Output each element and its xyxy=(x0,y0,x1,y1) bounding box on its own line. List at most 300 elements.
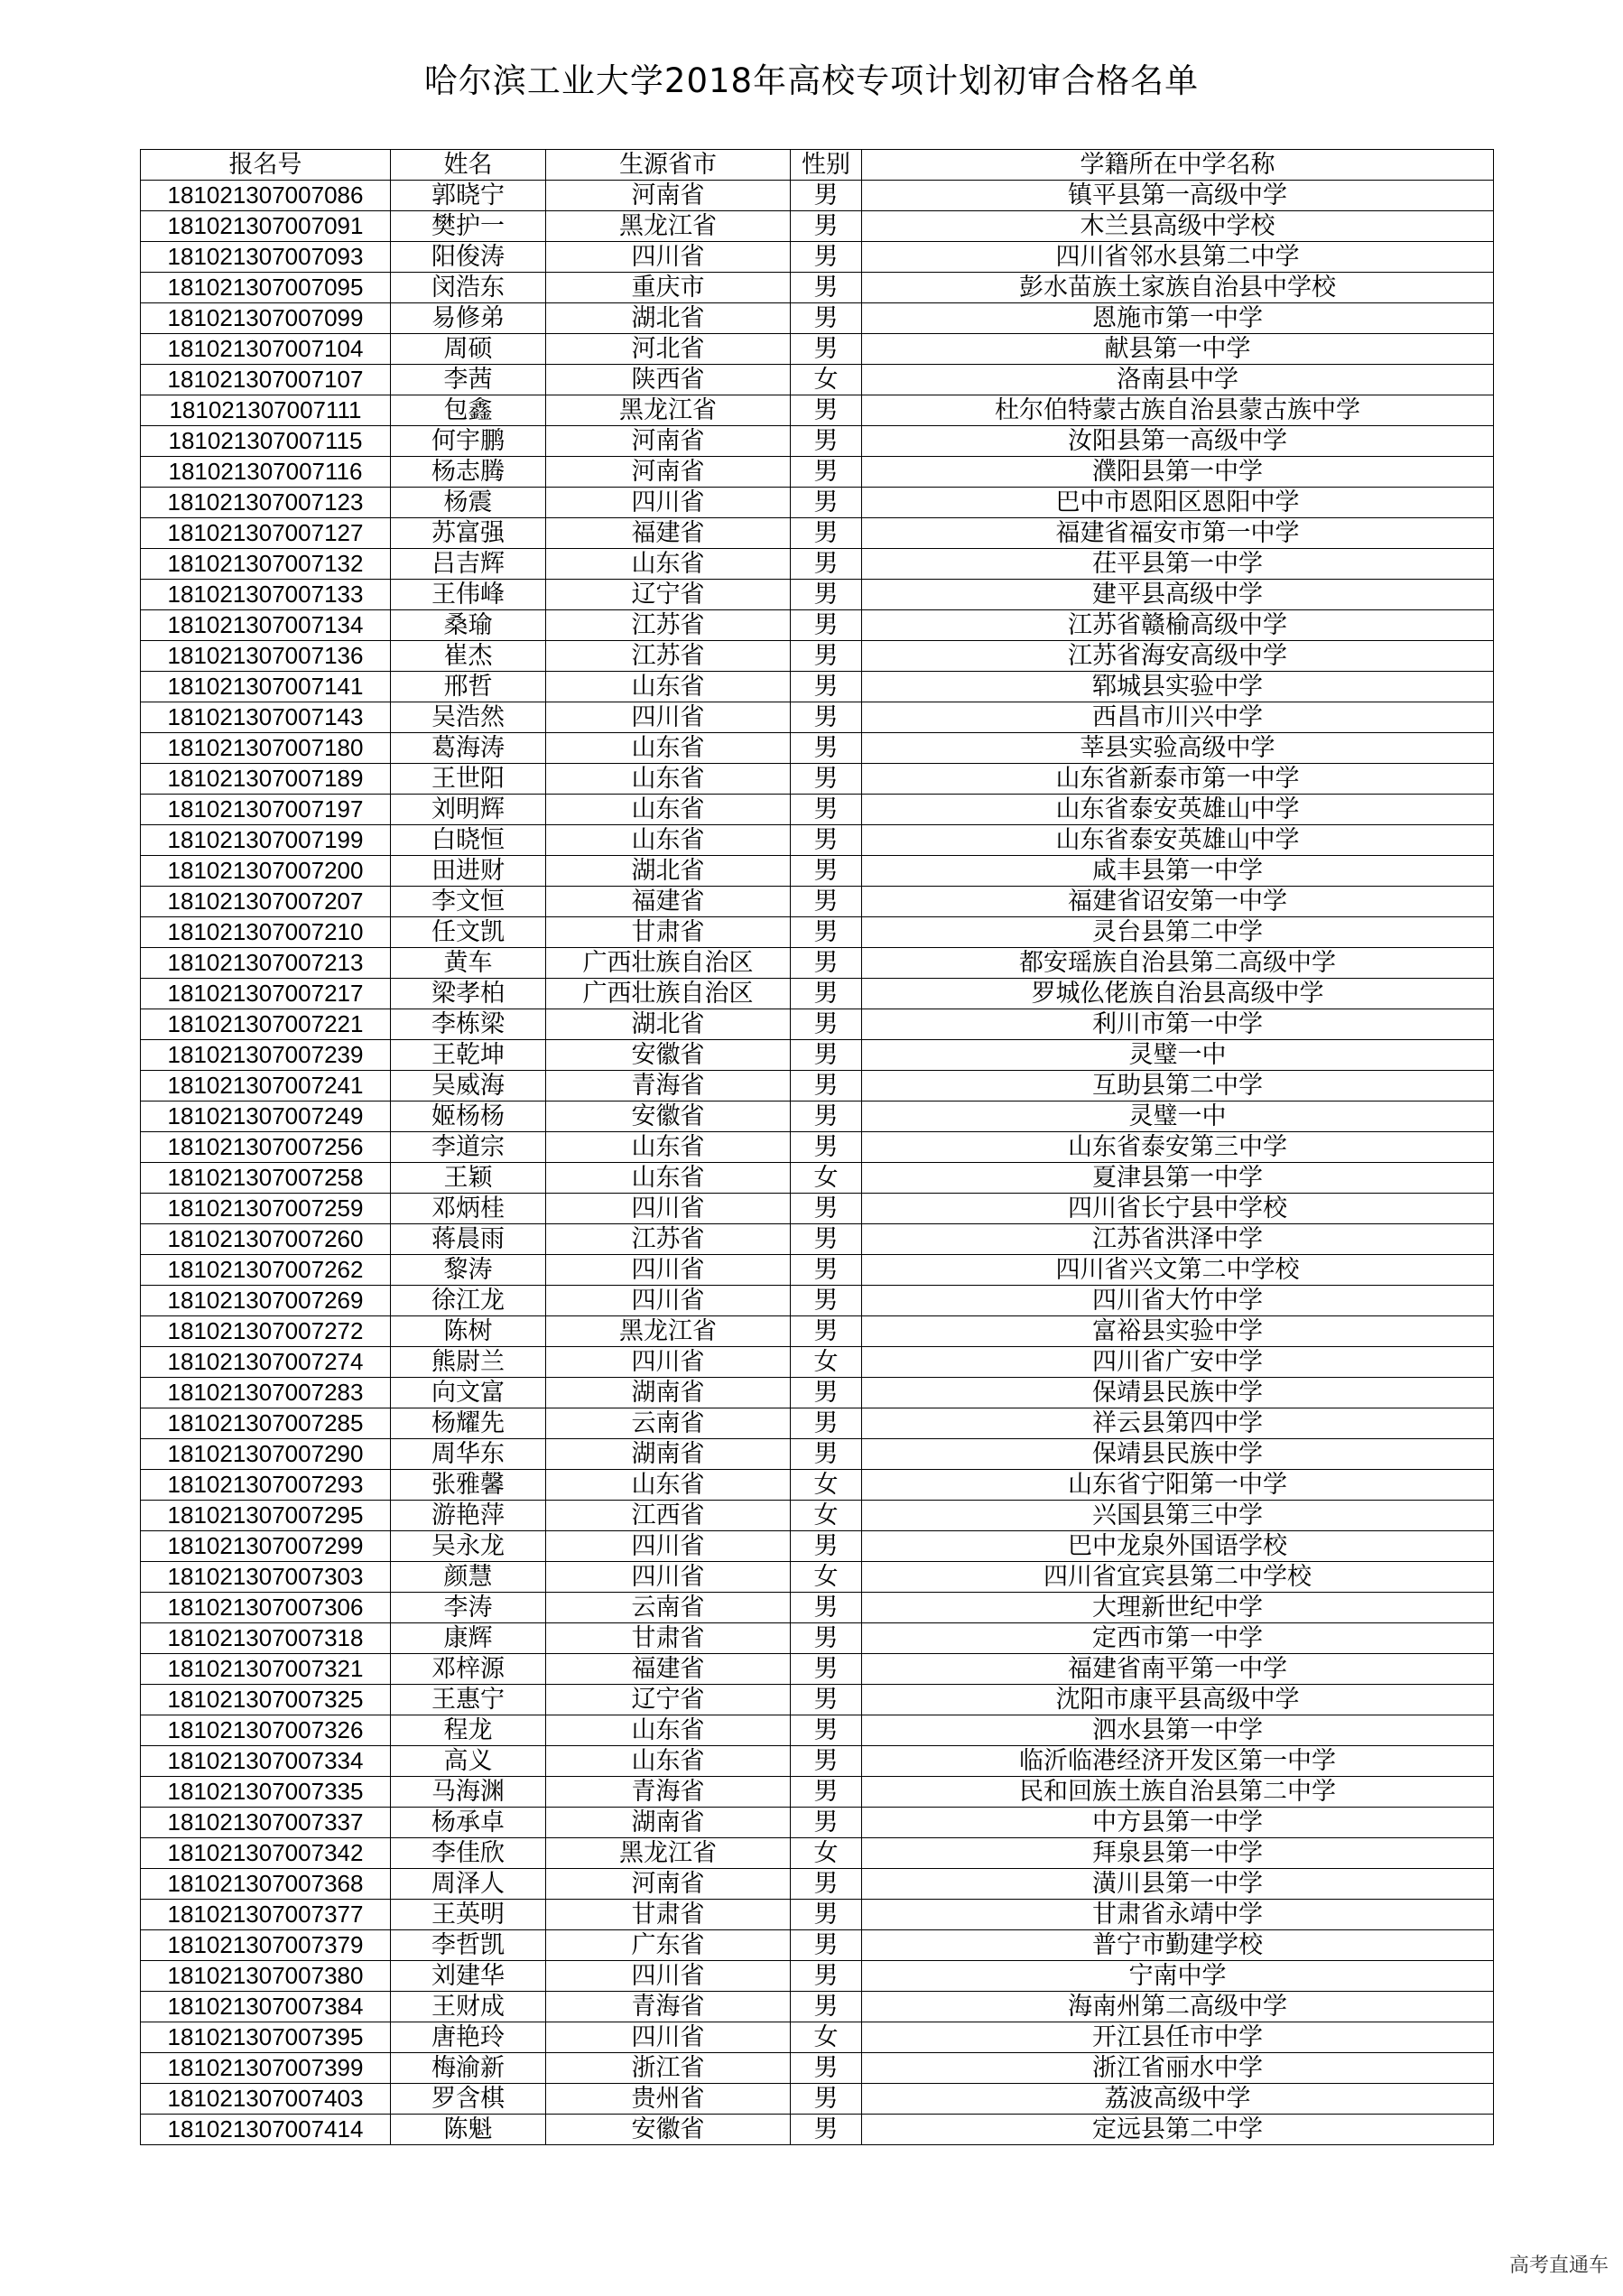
province-cell: 黑龙江省 xyxy=(546,211,791,242)
name-cell: 王财成 xyxy=(391,1992,546,2022)
school-cell: 定西市第一中学 xyxy=(862,1623,1494,1654)
registration-no-cell: 181021307007306 xyxy=(141,1593,391,1623)
table-row xyxy=(141,1562,1494,1593)
province-cell: 青海省 xyxy=(546,1992,791,2022)
gender-cell: 男 xyxy=(791,580,862,610)
gender-cell: 女 xyxy=(791,1163,862,1194)
table-row xyxy=(141,641,1494,672)
province-cell: 山东省 xyxy=(546,1715,791,1746)
province-cell: 辽宁省 xyxy=(546,1685,791,1715)
table-row xyxy=(141,395,1494,426)
school-cell: 荔波高级中学 xyxy=(862,2084,1494,2115)
province-cell: 湖北省 xyxy=(546,856,791,887)
school-cell: 拜泉县第一中学 xyxy=(862,1838,1494,1869)
school-cell: 汝阳县第一高级中学 xyxy=(862,426,1494,457)
table-row xyxy=(141,764,1494,795)
name-cell: 王颖 xyxy=(391,1163,546,1194)
name-cell: 田进财 xyxy=(391,856,546,887)
gender-cell: 男 xyxy=(791,856,862,887)
name-cell: 葛海涛 xyxy=(391,733,546,764)
name-cell: 康辉 xyxy=(391,1623,546,1654)
name-cell: 马海渊 xyxy=(391,1777,546,1808)
province-cell: 江苏省 xyxy=(546,1224,791,1255)
gender-cell: 男 xyxy=(791,303,862,334)
table-row xyxy=(141,1654,1494,1685)
school-cell: 宁南中学 xyxy=(862,1961,1494,1992)
province-cell: 云南省 xyxy=(546,1408,791,1439)
table-row xyxy=(141,825,1494,856)
gender-cell: 男 xyxy=(791,825,862,856)
table-row xyxy=(141,1224,1494,1255)
registration-no-cell: 181021307007136 xyxy=(141,641,391,672)
school-cell: 民和回族土族自治县第二中学 xyxy=(862,1777,1494,1808)
registration-no-cell: 181021307007384 xyxy=(141,1992,391,2022)
registration-no-cell: 181021307007095 xyxy=(141,273,391,303)
registration-no-cell: 181021307007256 xyxy=(141,1132,391,1163)
school-cell: 灵璧一中 xyxy=(862,1040,1494,1071)
header-name: 姓名 xyxy=(391,150,546,181)
school-cell: 四川省长宁县中学校 xyxy=(862,1194,1494,1224)
registration-no-cell: 181021307007123 xyxy=(141,488,391,518)
name-cell: 王伟峰 xyxy=(391,580,546,610)
name-cell: 周华东 xyxy=(391,1439,546,1470)
school-cell: 都安瑶族自治县第二高级中学 xyxy=(862,948,1494,979)
gender-cell: 男 xyxy=(791,1930,862,1961)
province-cell: 江苏省 xyxy=(546,641,791,672)
province-cell: 云南省 xyxy=(546,1593,791,1623)
registration-no-cell: 181021307007274 xyxy=(141,1347,391,1378)
registration-no-cell: 181021307007299 xyxy=(141,1531,391,1562)
gender-cell: 男 xyxy=(791,948,862,979)
registration-no-cell: 181021307007104 xyxy=(141,334,391,365)
school-cell: 保靖县民族中学 xyxy=(862,1439,1494,1470)
name-cell: 杨承卓 xyxy=(391,1808,546,1838)
name-cell: 罗含棋 xyxy=(391,2084,546,2115)
table-row xyxy=(141,303,1494,334)
province-cell: 福建省 xyxy=(546,518,791,549)
gender-cell: 男 xyxy=(791,1777,862,1808)
table-row xyxy=(141,1470,1494,1501)
school-cell: 杜尔伯特蒙古族自治县蒙古族中学 xyxy=(862,395,1494,426)
table-row xyxy=(141,273,1494,303)
province-cell: 辽宁省 xyxy=(546,580,791,610)
province-cell: 河南省 xyxy=(546,181,791,211)
gender-cell: 男 xyxy=(791,1194,862,1224)
name-cell: 张雅馨 xyxy=(391,1470,546,1501)
table-row xyxy=(141,1808,1494,1838)
registration-no-cell: 181021307007200 xyxy=(141,856,391,887)
gender-cell: 男 xyxy=(791,1040,862,1071)
gender-cell: 男 xyxy=(791,549,862,580)
registration-no-cell: 181021307007115 xyxy=(141,426,391,457)
school-cell: 定远县第二中学 xyxy=(862,2115,1494,2145)
name-cell: 王世阳 xyxy=(391,764,546,795)
province-cell: 甘肃省 xyxy=(546,917,791,948)
school-cell: 镇平县第一高级中学 xyxy=(862,181,1494,211)
name-cell: 吴永龙 xyxy=(391,1531,546,1562)
school-cell: 灵台县第二中学 xyxy=(862,917,1494,948)
table-row xyxy=(141,1163,1494,1194)
school-cell: 潢川县第一中学 xyxy=(862,1869,1494,1900)
registration-no-cell: 181021307007337 xyxy=(141,1808,391,1838)
registration-no-cell: 181021307007141 xyxy=(141,672,391,702)
roster-table xyxy=(140,149,1494,2145)
table-row xyxy=(141,549,1494,580)
table-row xyxy=(141,1102,1494,1132)
school-cell: 山东省新泰市第一中学 xyxy=(862,764,1494,795)
gender-cell: 男 xyxy=(791,2084,862,2115)
gender-cell: 男 xyxy=(791,641,862,672)
registration-no-cell: 181021307007335 xyxy=(141,1777,391,1808)
registration-no-cell: 181021307007269 xyxy=(141,1286,391,1316)
name-cell: 蒋晨雨 xyxy=(391,1224,546,1255)
name-cell: 程龙 xyxy=(391,1715,546,1746)
school-cell: 保靖县民族中学 xyxy=(862,1378,1494,1408)
province-cell: 黑龙江省 xyxy=(546,1316,791,1347)
table-row xyxy=(141,856,1494,887)
province-cell: 山东省 xyxy=(546,764,791,795)
province-cell: 河南省 xyxy=(546,457,791,488)
school-cell: 巴中市恩阳区恩阳中学 xyxy=(862,488,1494,518)
table-row xyxy=(141,1347,1494,1378)
registration-no-cell: 181021307007180 xyxy=(141,733,391,764)
table-row xyxy=(141,1593,1494,1623)
table-row xyxy=(141,2115,1494,2145)
watermark-text: 高考直通车 xyxy=(1508,2254,1609,2277)
province-cell: 四川省 xyxy=(546,1255,791,1286)
gender-cell: 男 xyxy=(791,795,862,825)
roster-body xyxy=(141,181,1494,2145)
province-cell: 四川省 xyxy=(546,702,791,733)
province-cell: 四川省 xyxy=(546,1531,791,1562)
name-cell: 吴威海 xyxy=(391,1071,546,1102)
name-cell: 梅渝新 xyxy=(391,2053,546,2084)
table-row xyxy=(141,1531,1494,1562)
registration-no-cell: 181021307007116 xyxy=(141,457,391,488)
province-cell: 黑龙江省 xyxy=(546,1838,791,1869)
registration-no-cell: 181021307007239 xyxy=(141,1040,391,1071)
school-cell: 普宁市勤建学校 xyxy=(862,1930,1494,1961)
table-row xyxy=(141,1009,1494,1040)
name-cell: 姬杨杨 xyxy=(391,1102,546,1132)
table-row xyxy=(141,733,1494,764)
province-cell: 山东省 xyxy=(546,733,791,764)
gender-cell: 男 xyxy=(791,702,862,733)
province-cell: 四川省 xyxy=(546,1194,791,1224)
table-row xyxy=(141,1961,1494,1992)
name-cell: 向文富 xyxy=(391,1378,546,1408)
province-cell: 湖南省 xyxy=(546,1439,791,1470)
gender-cell: 男 xyxy=(791,395,862,426)
registration-no-cell: 181021307007395 xyxy=(141,2022,391,2053)
registration-no-cell: 181021307007283 xyxy=(141,1378,391,1408)
table-row xyxy=(141,1408,1494,1439)
header-province: 生源省市 xyxy=(546,150,791,181)
table-row xyxy=(141,426,1494,457)
registration-no-cell: 181021307007217 xyxy=(141,979,391,1009)
school-cell: 莘县实验高级中学 xyxy=(862,733,1494,764)
registration-no-cell: 181021307007303 xyxy=(141,1562,391,1593)
gender-cell: 男 xyxy=(791,1623,862,1654)
table-row xyxy=(141,488,1494,518)
registration-no-cell: 181021307007099 xyxy=(141,303,391,334)
table-row xyxy=(141,1316,1494,1347)
registration-no-cell: 181021307007260 xyxy=(141,1224,391,1255)
school-cell: 洛南县中学 xyxy=(862,365,1494,395)
name-cell: 樊护一 xyxy=(391,211,546,242)
school-cell: 灵璧一中 xyxy=(862,1102,1494,1132)
province-cell: 山东省 xyxy=(546,1746,791,1777)
province-cell: 四川省 xyxy=(546,2022,791,2053)
registration-no-cell: 181021307007262 xyxy=(141,1255,391,1286)
table-row xyxy=(141,334,1494,365)
table-row xyxy=(141,2084,1494,2115)
gender-cell: 男 xyxy=(791,1685,862,1715)
name-cell: 何宇鹏 xyxy=(391,426,546,457)
gender-cell: 男 xyxy=(791,2053,862,2084)
name-cell: 唐艳玲 xyxy=(391,2022,546,2053)
name-cell: 苏富强 xyxy=(391,518,546,549)
name-cell: 黄车 xyxy=(391,948,546,979)
province-cell: 四川省 xyxy=(546,1347,791,1378)
province-cell: 青海省 xyxy=(546,1777,791,1808)
registration-no-cell: 181021307007127 xyxy=(141,518,391,549)
province-cell: 山东省 xyxy=(546,672,791,702)
registration-no-cell: 181021307007334 xyxy=(141,1746,391,1777)
gender-cell: 男 xyxy=(791,1654,862,1685)
school-cell: 木兰县高级中学校 xyxy=(862,211,1494,242)
school-cell: 甘肃省永靖中学 xyxy=(862,1900,1494,1930)
province-cell: 浙江省 xyxy=(546,2053,791,2084)
gender-cell: 男 xyxy=(791,1102,862,1132)
name-cell: 闵浩东 xyxy=(391,273,546,303)
name-cell: 周泽人 xyxy=(391,1869,546,1900)
table-row xyxy=(141,1194,1494,1224)
name-cell: 李涛 xyxy=(391,1593,546,1623)
province-cell: 甘肃省 xyxy=(546,1900,791,1930)
school-cell: 福建省福安市第一中学 xyxy=(862,518,1494,549)
gender-cell: 男 xyxy=(791,1132,862,1163)
registration-no-cell: 181021307007133 xyxy=(141,580,391,610)
gender-cell: 男 xyxy=(791,1593,862,1623)
gender-cell: 女 xyxy=(791,1470,862,1501)
school-cell: 山东省泰安第三中学 xyxy=(862,1132,1494,1163)
name-cell: 熊尉兰 xyxy=(391,1347,546,1378)
name-cell: 李茜 xyxy=(391,365,546,395)
school-cell: 江苏省赣榆高级中学 xyxy=(862,610,1494,641)
gender-cell: 男 xyxy=(791,917,862,948)
school-cell: 彭水苗族土家族自治县中学校 xyxy=(862,273,1494,303)
province-cell: 江西省 xyxy=(546,1501,791,1531)
name-cell: 吴浩然 xyxy=(391,702,546,733)
school-cell: 山东省泰安英雄山中学 xyxy=(862,795,1494,825)
province-cell: 广西壮族自治区 xyxy=(546,948,791,979)
name-cell: 包鑫 xyxy=(391,395,546,426)
school-cell: 四川省大竹中学 xyxy=(862,1286,1494,1316)
gender-cell: 男 xyxy=(791,1531,862,1562)
province-cell: 湖北省 xyxy=(546,303,791,334)
school-cell: 利川市第一中学 xyxy=(862,1009,1494,1040)
table-row xyxy=(141,1992,1494,2022)
province-cell: 湖北省 xyxy=(546,1009,791,1040)
header-school: 学籍所在中学名称 xyxy=(862,150,1494,181)
registration-no-cell: 181021307007293 xyxy=(141,1470,391,1501)
gender-cell: 男 xyxy=(791,2115,862,2145)
gender-cell: 男 xyxy=(791,733,862,764)
province-cell: 重庆市 xyxy=(546,273,791,303)
name-cell: 高义 xyxy=(391,1746,546,1777)
name-cell: 徐江龙 xyxy=(391,1286,546,1316)
gender-cell: 男 xyxy=(791,242,862,273)
registration-no-cell: 181021307007414 xyxy=(141,2115,391,2145)
gender-cell: 男 xyxy=(791,1746,862,1777)
registration-no-cell: 181021307007213 xyxy=(141,948,391,979)
table-row xyxy=(141,1378,1494,1408)
gender-cell: 男 xyxy=(791,610,862,641)
name-cell: 李栋梁 xyxy=(391,1009,546,1040)
registration-no-cell: 181021307007272 xyxy=(141,1316,391,1347)
name-cell: 杨耀先 xyxy=(391,1408,546,1439)
table-row xyxy=(141,610,1494,641)
name-cell: 刘建华 xyxy=(391,1961,546,1992)
province-cell: 河南省 xyxy=(546,426,791,457)
school-cell: 献县第一中学 xyxy=(862,334,1494,365)
registration-no-cell: 181021307007368 xyxy=(141,1869,391,1900)
name-cell: 邓炳桂 xyxy=(391,1194,546,1224)
school-cell: 祥云县第四中学 xyxy=(862,1408,1494,1439)
registration-no-cell: 181021307007132 xyxy=(141,549,391,580)
province-cell: 四川省 xyxy=(546,1961,791,1992)
gender-cell: 男 xyxy=(791,457,862,488)
school-cell: 郓城县实验中学 xyxy=(862,672,1494,702)
name-cell: 邓梓源 xyxy=(391,1654,546,1685)
registration-no-cell: 181021307007326 xyxy=(141,1715,391,1746)
province-cell: 福建省 xyxy=(546,887,791,917)
school-cell: 福建省南平第一中学 xyxy=(862,1654,1494,1685)
gender-cell: 男 xyxy=(791,488,862,518)
header-gender: 性别 xyxy=(791,150,862,181)
registration-no-cell: 181021307007295 xyxy=(141,1501,391,1531)
name-cell: 梁孝柏 xyxy=(391,979,546,1009)
province-cell: 广东省 xyxy=(546,1930,791,1961)
registration-no-cell: 181021307007143 xyxy=(141,702,391,733)
table-row xyxy=(141,1286,1494,1316)
name-cell: 李道宗 xyxy=(391,1132,546,1163)
school-cell: 罗城仫佬族自治县高级中学 xyxy=(862,979,1494,1009)
school-cell: 濮阳县第一中学 xyxy=(862,457,1494,488)
registration-no-cell: 181021307007134 xyxy=(141,610,391,641)
table-row xyxy=(141,1132,1494,1163)
school-cell: 沈阳市康平县高级中学 xyxy=(862,1685,1494,1715)
school-cell: 临沂临港经济开发区第一中学 xyxy=(862,1746,1494,1777)
gender-cell: 女 xyxy=(791,365,862,395)
name-cell: 刘明辉 xyxy=(391,795,546,825)
gender-cell: 女 xyxy=(791,2022,862,2053)
school-cell: 巴中龙泉外国语学校 xyxy=(862,1531,1494,1562)
school-cell: 山东省宁阳第一中学 xyxy=(862,1470,1494,1501)
registration-no-cell: 181021307007318 xyxy=(141,1623,391,1654)
gender-cell: 男 xyxy=(791,764,862,795)
table-row xyxy=(141,1071,1494,1102)
table-row xyxy=(141,1623,1494,1654)
school-cell: 泗水县第一中学 xyxy=(862,1715,1494,1746)
gender-cell: 男 xyxy=(791,334,862,365)
province-cell: 福建省 xyxy=(546,1654,791,1685)
name-cell: 邢哲 xyxy=(391,672,546,702)
name-cell: 桑瑜 xyxy=(391,610,546,641)
gender-cell: 男 xyxy=(791,426,862,457)
gender-cell: 男 xyxy=(791,887,862,917)
name-cell: 李哲凯 xyxy=(391,1930,546,1961)
name-cell: 王惠宁 xyxy=(391,1685,546,1715)
registration-no-cell: 181021307007290 xyxy=(141,1439,391,1470)
gender-cell: 女 xyxy=(791,1838,862,1869)
table-row xyxy=(141,457,1494,488)
name-cell: 王乾坤 xyxy=(391,1040,546,1071)
table-row xyxy=(141,1746,1494,1777)
gender-cell: 男 xyxy=(791,1255,862,1286)
gender-cell: 男 xyxy=(791,1869,862,1900)
school-cell: 茌平县第一中学 xyxy=(862,549,1494,580)
province-cell: 安徽省 xyxy=(546,1040,791,1071)
province-cell: 湖南省 xyxy=(546,1808,791,1838)
table-row xyxy=(141,1685,1494,1715)
gender-cell: 男 xyxy=(791,1316,862,1347)
province-cell: 山东省 xyxy=(546,549,791,580)
gender-cell: 男 xyxy=(791,1224,862,1255)
gender-cell: 男 xyxy=(791,181,862,211)
registration-no-cell: 181021307007258 xyxy=(141,1163,391,1194)
name-cell: 陈树 xyxy=(391,1316,546,1347)
school-cell: 四川省兴文第二中学校 xyxy=(862,1255,1494,1286)
gender-cell: 男 xyxy=(791,518,862,549)
table-row xyxy=(141,1040,1494,1071)
name-cell: 吕吉辉 xyxy=(391,549,546,580)
registration-no-cell: 181021307007093 xyxy=(141,242,391,273)
name-cell: 黎涛 xyxy=(391,1255,546,1286)
name-cell: 杨震 xyxy=(391,488,546,518)
school-cell: 中方县第一中学 xyxy=(862,1808,1494,1838)
province-cell: 河北省 xyxy=(546,334,791,365)
registration-no-cell: 181021307007379 xyxy=(141,1930,391,1961)
table-row xyxy=(141,1930,1494,1961)
gender-cell: 男 xyxy=(791,211,862,242)
registration-no-cell: 181021307007259 xyxy=(141,1194,391,1224)
registration-no-cell: 181021307007403 xyxy=(141,2084,391,2115)
gender-cell: 男 xyxy=(791,1071,862,1102)
name-cell: 李文恒 xyxy=(391,887,546,917)
registration-no-cell: 181021307007107 xyxy=(141,365,391,395)
header-row xyxy=(141,150,1494,181)
province-cell: 四川省 xyxy=(546,1286,791,1316)
registration-no-cell: 181021307007091 xyxy=(141,211,391,242)
province-cell: 河南省 xyxy=(546,1869,791,1900)
table-row xyxy=(141,1255,1494,1286)
name-cell: 周硕 xyxy=(391,334,546,365)
table-row xyxy=(141,2053,1494,2084)
table-row xyxy=(141,887,1494,917)
registration-no-cell: 181021307007377 xyxy=(141,1900,391,1930)
name-cell: 崔杰 xyxy=(391,641,546,672)
province-cell: 甘肃省 xyxy=(546,1623,791,1654)
gender-cell: 男 xyxy=(791,1715,862,1746)
gender-cell: 女 xyxy=(791,1501,862,1531)
gender-cell: 男 xyxy=(791,1900,862,1930)
gender-cell: 男 xyxy=(791,1961,862,1992)
school-cell: 开江县任市中学 xyxy=(862,2022,1494,2053)
name-cell: 白晓恒 xyxy=(391,825,546,856)
table-row xyxy=(141,2022,1494,2053)
